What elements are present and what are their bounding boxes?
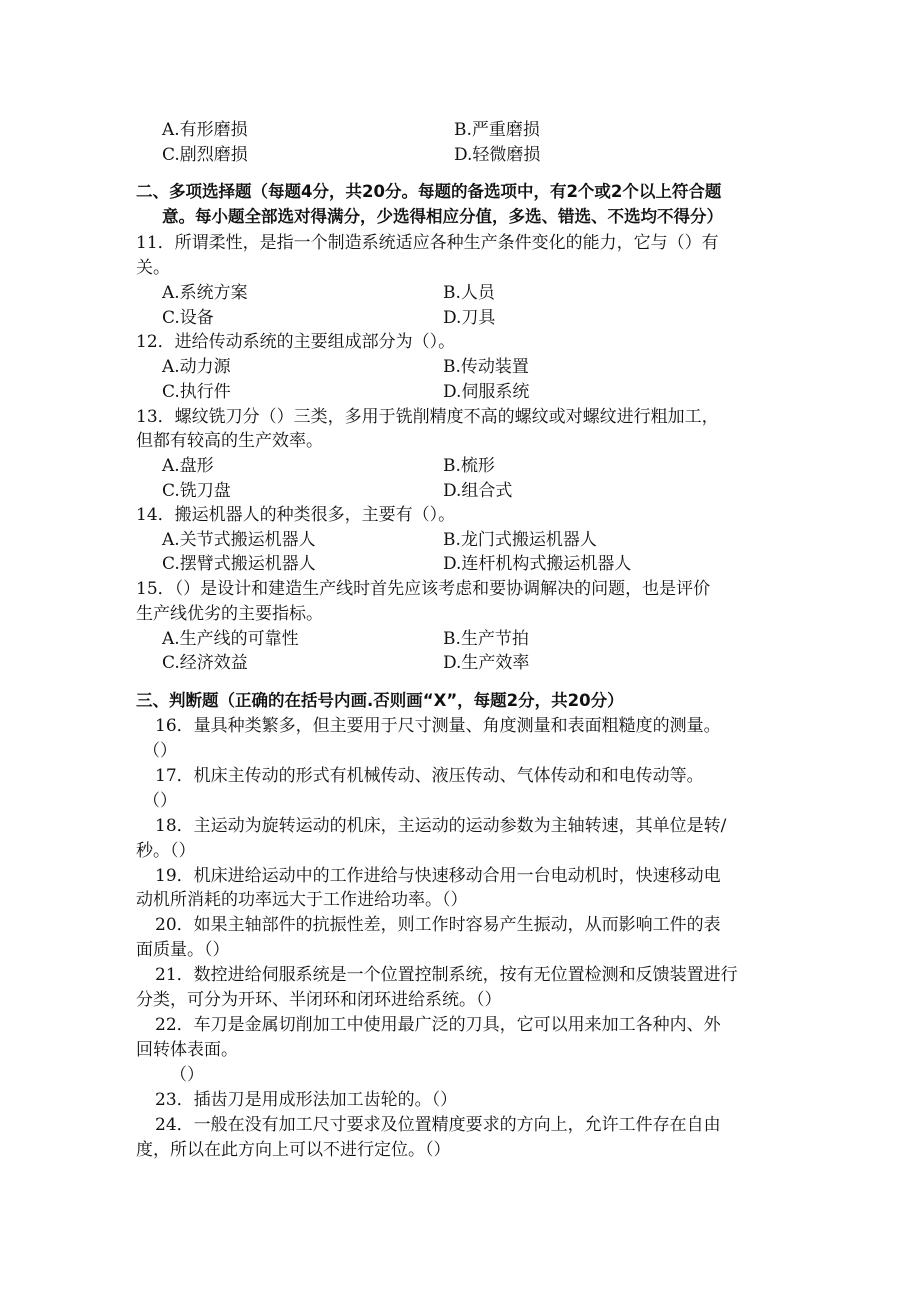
q10-option-b: B.严重磨损 — [454, 120, 540, 140]
q10-option-d: D.轻微磨损 — [454, 145, 541, 165]
q22-answer-blank: （） — [170, 1065, 204, 1085]
q22-line1: 22．车刀是金属切削加工中使用最广泛的刀具，它可以用来加工各种内、外 — [155, 1015, 721, 1035]
q13-option-d: D.组合式 — [443, 481, 513, 501]
q18-line1: 18．主运动为旋转运动的机床，主运动的运动参数为主轴转速，其单位是转/ — [155, 816, 727, 836]
q14-stem-line1: 14．搬运机器人的种类很多，主要有（）。 — [136, 505, 456, 525]
q16-line1: 16．量具种类繁多，但主要用于尺寸测量、角度测量和表面粗糙度的测量。 — [155, 716, 721, 736]
q13-stem-line1: 13．螺纹铣刀分（）三类，多用于铣削精度不高的螺纹或对螺纹进行粗加工， — [136, 407, 719, 427]
q16-answer-blank: （） — [143, 741, 177, 761]
q11-option-c: C.设备 — [162, 308, 214, 328]
q11-option-a: A.系统方案 — [162, 283, 248, 303]
q10-option-c: C.剧烈磨损 — [162, 145, 248, 165]
q18-line2: 秒。（） — [136, 841, 196, 861]
q12-option-a: A.动力源 — [162, 357, 231, 377]
q12-stem-line1: 12．进给传动系统的主要组成部分为（）。 — [136, 332, 456, 352]
q14-option-d: D.连杆机构式搬运机器人 — [443, 554, 632, 574]
q21-line1: 21．数控进给伺服系统是一个位置控制系统，按有无位置检测和反馈装置进行 — [155, 965, 738, 985]
q17-answer-blank: （） — [143, 791, 177, 811]
q14-option-a: A.关节式搬运机器人 — [162, 530, 316, 550]
q13-stem-line2: 但都有较高的生产效率。 — [136, 431, 323, 451]
q11-stem-line1: 11．所谓柔性，是指一个制造系统适应各种生产条件变化的能力，它与（）有 — [136, 233, 719, 253]
q24-line1: 24．一般在没有加工尺寸要求及位置精度要求的方向上，允许工件存在自由 — [155, 1115, 721, 1135]
q15-stem-line1: 15．（）是设计和建造生产线时首先应该考虑和要协调解决的问题，也是评价 — [136, 579, 711, 599]
q14-option-b: B.龙门式搬运机器人 — [443, 530, 597, 550]
q13-option-b: B.梳形 — [443, 456, 495, 476]
q11-stem-line2: 关。 — [136, 258, 170, 278]
q14-option-c: C.摆臂式搬运机器人 — [162, 554, 316, 574]
q23-line1: 23．插齿刀是用成形法加工齿轮的。（） — [155, 1090, 458, 1110]
q15-option-c: C.经济效益 — [162, 653, 248, 673]
q13-option-a: A.盘形 — [162, 456, 214, 476]
q15-stem-line2: 生产线优劣的主要指标。 — [136, 604, 323, 624]
q17-line1: 17．机床主传动的形式有机械传动、液压传动、气体传动和和电传动等。 — [155, 766, 704, 786]
q19-line1: 19．机床进给运动中的工作进给与快速移动合用一台电动机时，快速移动电 — [155, 866, 721, 886]
q24-line2: 度，所以在此方向上可以不进行定位。（） — [136, 1140, 451, 1160]
q12-option-d: D.伺服系统 — [443, 382, 530, 402]
q13-option-c: C.铣刀盘 — [162, 481, 231, 501]
q15-option-a: A.生产线的可靠性 — [162, 629, 299, 649]
q15-option-d: D.生产效率 — [443, 653, 530, 673]
section2-heading-line2: 意。每小题全部选对得满分，少选得相应分值，多选、错选、不选均不得分） — [162, 207, 723, 226]
q20-line1: 20．如果主轴部件的抗振性差，则工作时容易产生振动，从而影响工件的表 — [155, 915, 721, 935]
q20-line2: 面质量。（） — [136, 940, 230, 960]
q10-option-a: A.有形磨损 — [162, 120, 248, 140]
section2-heading-line1: 二、多项选择题（每题4分，共20分。每题的备选项中，有2个或2个以上符合题 — [136, 182, 722, 201]
q12-option-b: B.传动装置 — [443, 357, 529, 377]
q21-line2: 分类，可分为开环、半闭环和闭环进给系统。（） — [136, 990, 502, 1010]
q11-option-d: D.刀具 — [443, 308, 496, 328]
q15-option-b: B.生产节拍 — [443, 629, 529, 649]
q11-option-b: B.人员 — [443, 283, 495, 303]
q22-line2: 回转体表面。 — [136, 1040, 238, 1060]
q12-option-c: C.执行件 — [162, 382, 231, 402]
section3-heading: 三、判断题（正确的在括号内画.否则画“X”，每题2分，共20分） — [136, 691, 624, 710]
q19-line2: 动机所消耗的功率远大于工作进给功率。（） — [136, 890, 468, 910]
